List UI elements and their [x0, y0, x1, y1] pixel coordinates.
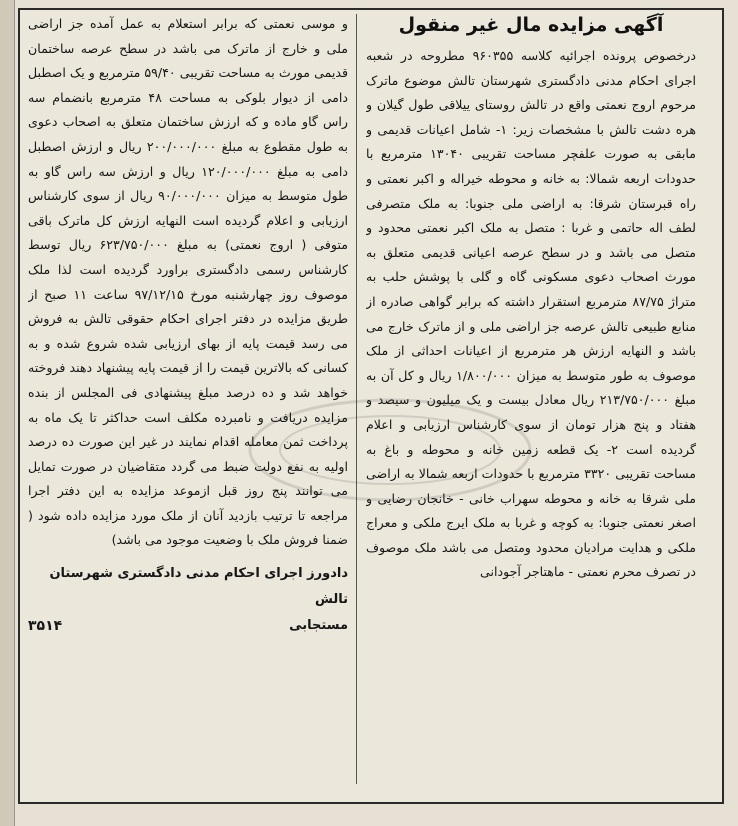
left-column-text: و موسی نعمتی که برابر استعلام به عمل آمده جز اراضی ملی و خارج از ماترک می باشد در سطح عرصه ساختمان قدیمی مورث به مساحت تقریبی ۵۹/۴۰ مترمربع و یک اصطبل دامی از دیوار بلوکی به مساحت ۴۸ مترمربع بانضمام سه راس گاو ماده و که ارزش ساختمان متعلق به اصحاب دعوی به طول مقطوع به مبلغ ۲۰۰/۰۰۰/۰۰۰ ریال و ارزش اصطبل دامی به مبلغ ۱۲۰/۰۰۰/۰۰۰ ریال و ارزش سه راس گاو به طول متوسط به میزان ۹۰/۰۰۰/۰۰۰ ریال از سوی کارشناس ارزیابی و اعلام گردیده است النهایه ارزش کل ماترک باقی متوفی ( اروج نعمتی) به مبلغ ۶۲۳/۷۵۰/۰۰۰ ریال توسط کارشناس رسمی دادگستری براورد گردیده است لذا ملک موصوف روز چهارشنبه مورخ ۹۷/۱۲/۱۵ ساعت ۱۱ صبح از طریق مزایده در دفتر اجرای احکام حقوقی تالش به فروش می رسد قیمت پایه از بهای ارزیابی شده شروع شده و به کسانی که بالاترین قیمت را از قیمت پایه پیشنهاد دهند فروخته خواهد شد و ده درصد مبلغ پیشنهادی فی المجلس از بنده مزایده دریافت و نامبرده مکلف است حداکثر تا یک ماه به پرداخت ثمن معامله اقدام نمایند در غیر این صورت ده درصد اولیه به نفع دولت ضبط می گردد متقاضیان در صورت تمایل می توانند پنج روز قبل ازموعد مزایده به این دفتر اجرا مراجعه تا ترتیب بازدید آنان از ملک مورد مزایده داده شود ( ضمنا فروش ملک با وضعیت موجود می باشد) — [28, 16, 348, 548]
signature-title: دادورز اجرای احکام مدنی دادگستری شهرستان تالش — [49, 566, 348, 608]
signature-row — [28, 613, 348, 639]
right-column-text: درخصوص پرونده اجرائیه کلاسه ۹۶۰۳۵۵ مطروحه در شعبه اجرای احکام مدنی دادگستری شهرستان تالش موضوع ماترک مرحوم اروج نعمتی واقع در تالش روستای ییلاقی طول گیلان و هره دشت تالش با مشخصات زیر: ۱- شامل اعیانات قدیمی و مابقی به صورت علفچر مساحت تقریبی ۱۳۰۴۰ مترمربع با حدودات اربعه شمالا: به خانه و محوطه خیراله و اکبر نعمتی و راه قبرستان شرقا: به اراضی ملی جنوبا: به ملک متصرفی لطف اله حاتمی و غربا : متصل به ملک اکبر نعمتی محدود و متصل می باشد و در سطح عرصه اعیانی قدیمی متعلق به مورث اصحاب دعوی مسکونی گاه و گلی با پوشش حلب به متراژ ۸۷/۷۵ مترمربع استقرار داشته که برابر گواهی صادره از منابع طبیعی تالش عرصه جز اراضی ملی و از ماترک خارج می باشد و النهایه ارزش هر مترمربع از اعیانات احداثی از ملک موصوف به طور متوسط به میزان ۱/۸۰۰/۰۰۰ ریال و کل آن به مبلغ ۲۱۳/۷۵۰/۰۰۰ ریال معادل بیست و یک میلیون و سیصد و هفتاد و پنج هزار تومان از سوی کارشناس ارزیابی و اعلام گردیده است ۲- یک قطعه زمین خانه و محوطه و باغ به مساحت تقریبی ۳۳۲۰ مترمربع با حدودات اربعه شمالا به اراضی ملی شرقا به خانه و محوطه سهراب خانی - خانجان رضایی و اصغر نعمتی جنوبا: به کوچه و غربا به ملک ایرج ملکی و معراج ملکی و هدایت مرادیان محدود ومتصل می باشد ملک موصوف در تصرف محرم نعمتی - ماهتاجر آجودانی — [366, 48, 696, 580]
notice-right-column — [366, 44, 696, 784]
column-divider — [356, 14, 357, 784]
adjacent-column-edge — [0, 0, 15, 826]
notice-title: آگهی مزایده مال غیر منقول — [398, 14, 664, 36]
signature-name: مستجابی — [289, 618, 348, 634]
notice-number: ۳۵۱۴ — [28, 618, 63, 635]
notice-left-column — [28, 12, 348, 782]
signature-block — [28, 561, 348, 639]
